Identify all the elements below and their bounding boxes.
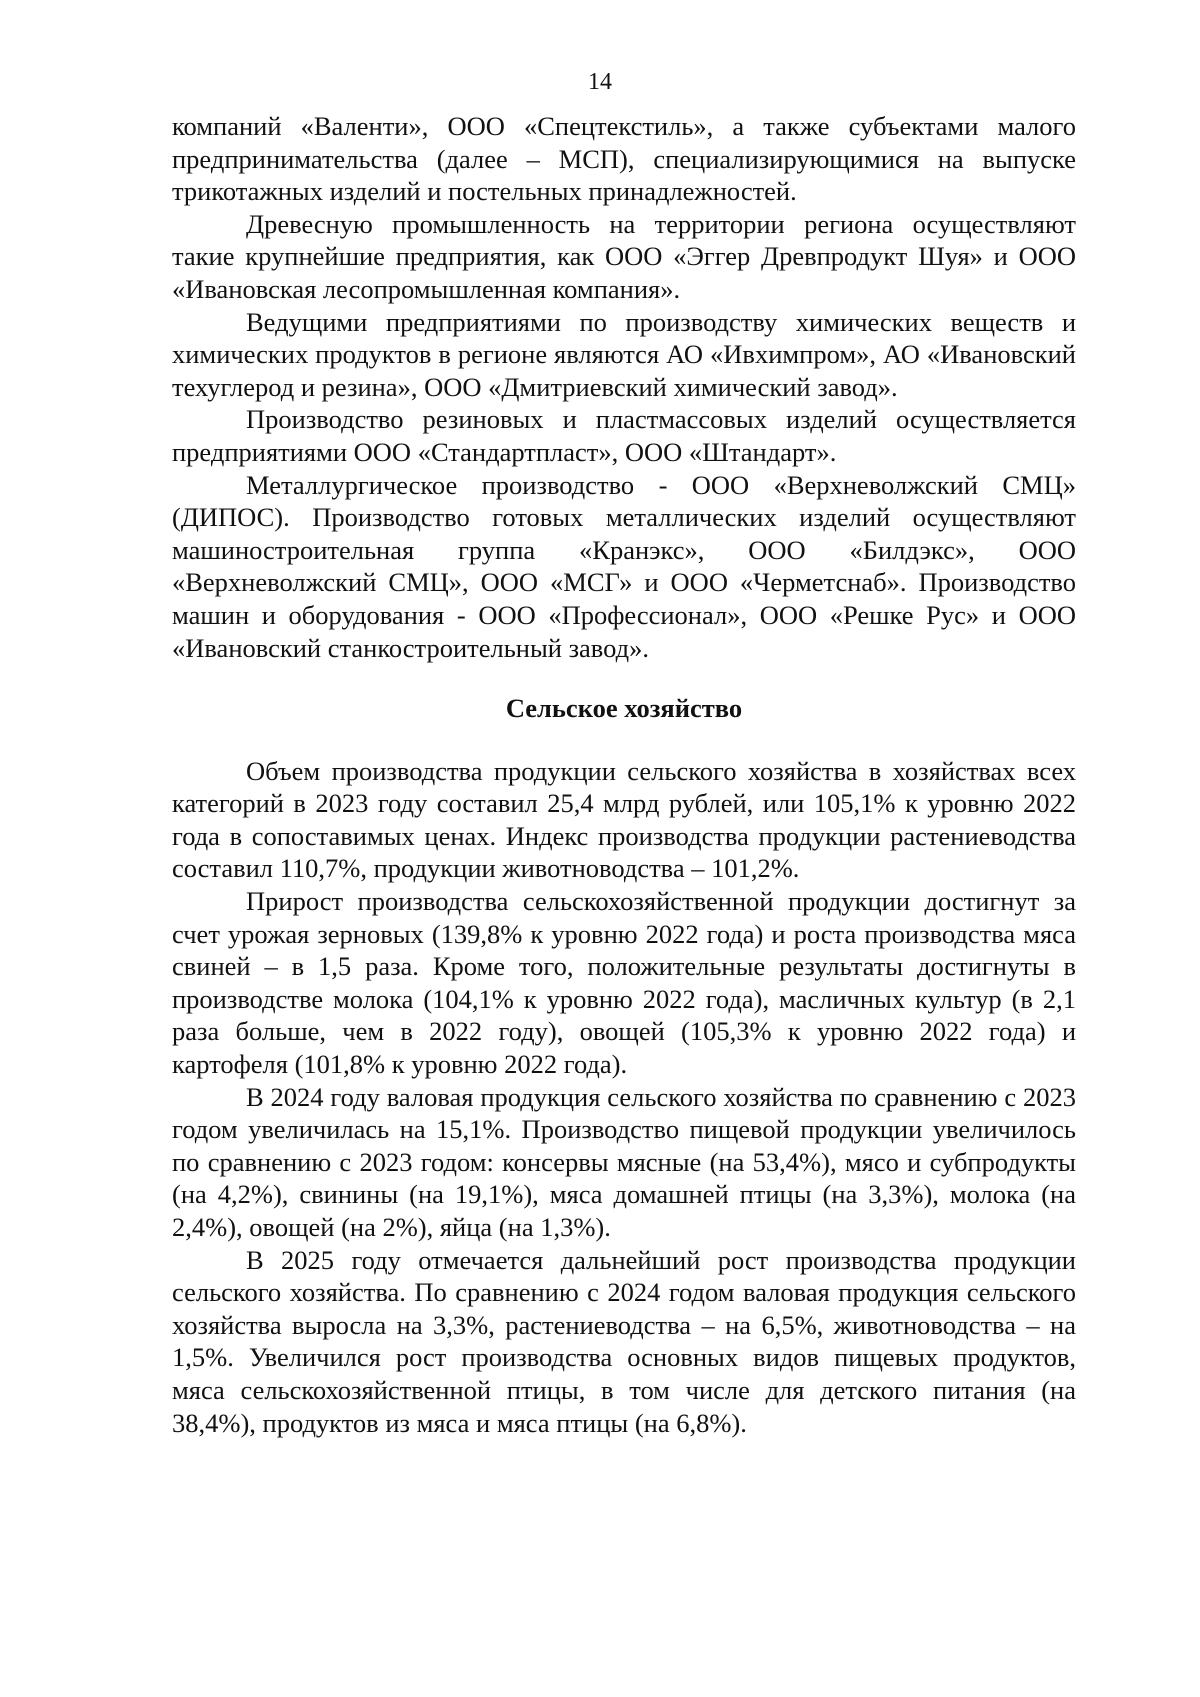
paragraph-agri-2024: В 2024 году валовая продукция сельского хозяйства по сравнению с 2023 годом увеличилась на 15,1%. Производство пищевой продукции увеличилось по сравнению с 2023 годом: консервы мясные (на 53,4%), мясо и субпродукты (на 4,2%), свинины (на 19,1%), мяса домашней птицы (на 3,3%), молока (на 2,4%), овощей (на 2%), яйца (на 1,3%).: [172, 1081, 1076, 1242]
paragraph-chemical-industry: Ведущими предприятиями по производству химических веществ и химических продуктов в регионе являются АО «Ивхимпром», АО «Ивановский техуглерод и резина», ООО «Дмитриевский химический завод».: [172, 306, 1076, 402]
paragraph-agri-2023-volume: Объем производства продукции сельского хозяйства в хозяйствах всех категорий в 2023 году составил 25,4 млрд рублей, или 105,1% к уровню 2022 года в сопоставимых ценах. Индекс производства продукции растениеводства составил 110,7%, продукции животноводства – 101,2%.: [172, 755, 1076, 884]
paragraph-textile-continuation: компаний «Валенти», ООО «Спецтекстиль», а также субъектами малого предпринимательства (далее – МСП), специализирующимися на выпуске трикотажных изделий и постельных принадлежностей.: [172, 111, 1076, 207]
paragraph-agri-growth-factors: Прирост производства сельскохозяйственной продукции достигнут за счет урожая зерновых (139,8% к уровню 2022 года) и роста производства мяса свиней – в 1,5 раза. Кроме того, положительные результаты достигнуты в производстве молока (104,1% к уровню 2022 года), масличных культур (в 2,1 раза больше, чем в 2022 году), овощей (105,3% к уровню 2022 года) и картофеля (101,8% к уровню 2022 года).: [172, 886, 1076, 1080]
paragraph-agri-2025: В 2025 году отмечается дальнейший рост производства продукции сельского хозяйства. По сравнению с 2024 годом валовая продукция сельского хозяйства выросла на 3,3%, растениеводства – на 6,5%, животноводства – на 1,5%. Увеличился рост производства основных видов пищевых продуктов, мяса сельскохозяйственной птицы, в том числе для детского питания (на 38,4%), продуктов из мяса и мяса птицы (на 6,8%).: [172, 1244, 1076, 1438]
page-number: 14: [588, 69, 612, 95]
document-body: [172, 110, 1076, 1439]
paragraph-wood-industry: Древесную промышленность на территории региона осуществляют такие крупнейшие предприятия, как ООО «Эггер Древпродукт Шуя» и ООО «Ивановская лесопромышленная компания».: [172, 208, 1076, 304]
section-heading-agriculture: Сельское хозяйство: [505, 693, 743, 724]
paragraph-rubber-plastics: Производство резиновых и пластмассовых изделий осуществляется предприятиями ООО «Стандартпласт», ООО «Штандарт».: [172, 404, 1076, 467]
paragraph-metallurgy-machinery: Металлургическое производство - ООО «Верхневолжский СМЦ» (ДИПОС). Производство готовых металлических изделий осуществляют машиностроительная группа «Кранэкс», ООО «Билдэкс», ООО «Верхневолжский СМЦ», ООО «МСГ» и ООО «Черметснаб». Производство машин и оборудования - ООО «Профессионал», ООО «Решке Рус» и ООО «Ивановский станкостроительный завод».: [172, 469, 1076, 663]
